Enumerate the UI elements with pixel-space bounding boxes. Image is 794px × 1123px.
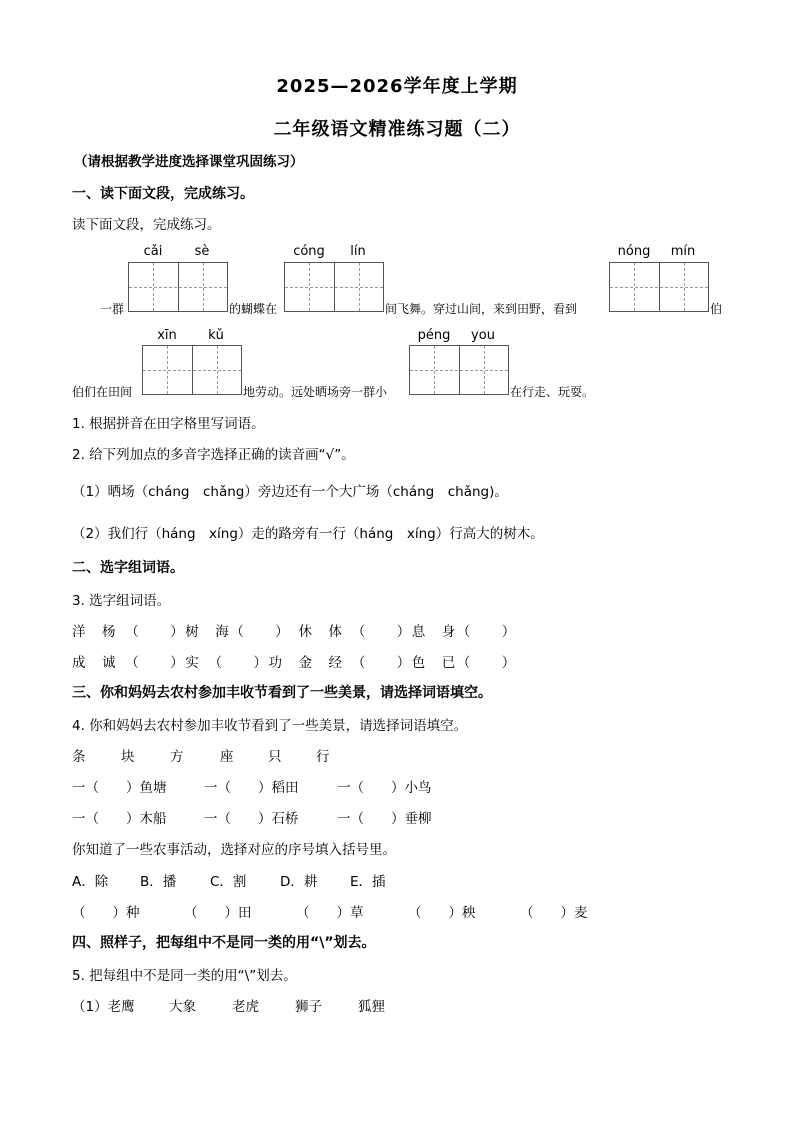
page-subtitle: 二年级语文精准练习题（二） [273,119,521,140]
section-4-heading: 四、照样子，把每组中不是同一类的用“\”划去。 [72,935,376,951]
measure-word: 座 [220,749,234,765]
section-3-heading: 三、你和妈妈去农村参加丰收节看到了一些美景，请选择词语填空。 [72,685,492,701]
option-label: E．插 [350,874,386,890]
passage-text: 一群 [100,302,125,316]
activity-blank: （ ）秧 [408,905,476,921]
group-item: 狐狸 [358,999,385,1015]
fill-blank-item: 一（ ）稻田 [204,780,299,796]
activity-blank: （ ）田 [184,905,252,921]
fill-blank-item: 一（ ）垂柳 [337,811,432,827]
passage-text: 间飞舞。穿过山间，来到田野，看到 [385,302,578,316]
pinyin-label: nóng [617,244,651,259]
question-2: 2. 给下列加点的多音字选择正确的读音画“√”。 [72,447,355,463]
page-title: 2025—2026学年度上学期 [276,76,518,97]
option-label: A．除 [72,874,109,890]
tianzige-grid[interactable] [609,262,709,312]
fill-blank-item: 一（ ）小鸟 [337,780,432,796]
measure-word: 只 [268,749,282,765]
passage-text: 伯 [710,302,723,316]
activity-blank: （ ）草 [296,905,364,921]
pinyin-label: sè [194,244,210,259]
question-4: 4. 你和妈妈去农村参加丰收节看到了一些美景，请选择词语填空。 [72,718,468,734]
fill-blank-item: 一（ ）木船 [72,811,167,827]
page-note: （请根据教学进度选择课堂巩固练习） [74,154,304,170]
option-label: C．割 [210,874,247,890]
activity-blank: （ ）种 [72,905,140,921]
tianzige-grid[interactable] [142,345,242,395]
pinyin-label: cóng [293,244,325,259]
tianzige-grid[interactable] [284,262,384,312]
pinyin-label: mín [670,244,696,259]
passage-text: 地劳动。远处晒场旁一群小 [243,385,388,399]
pinyin-label: you [471,328,495,343]
passage-text: 在行走、玩耍。 [510,385,595,399]
pinyin-label: lín [350,244,366,259]
group-item: 大象 [169,999,196,1015]
question-2-item-1: （1）晒场（cháng chǎng）旁边还有一个大广场（cháng chǎng)。 [72,484,508,500]
pinyin-label: cǎi [143,244,163,259]
section-1-heading: 一、读下面文段，完成练习。 [72,186,254,202]
pinyin-label: péng [417,328,451,343]
option-label: D．耕 [280,874,318,890]
tianzige-grid[interactable] [128,262,228,312]
question-5: 5. 把每组中不是同一类的用“\”划去。 [72,968,297,984]
word-choice-row: 成 诚 （ ）实 （ ）功 金 经 （ ）色 已（ ） [72,655,517,671]
word-choice-row: 洋 杨 （ ）树 海（ ） 休 体 （ ）息 身（ ） [72,624,517,640]
group-label: （1）老鹰 [72,999,135,1015]
pinyin-label: xīn [157,328,177,343]
measure-word: 块 [121,749,135,765]
fill-blank-item: 一（ ）石桥 [204,811,299,827]
section-2-heading: 二、选字组词语。 [72,560,184,576]
question-1: 1. 根据拼音在田字格里写词语。 [72,416,265,432]
measure-word: 行 [316,749,330,765]
group-item: 老虎 [232,999,259,1015]
passage-text: 伯们在田间 [72,385,133,399]
question-3: 3. 选字组词语。 [72,593,171,609]
measure-word: 方 [170,749,184,765]
activity-blank: （ ）麦 [520,905,588,921]
pinyin-label: kǔ [208,328,224,343]
question-2-item-2: （2）我们行（háng xíng）走的路旁有一行（háng xíng）行高大的树木。 [72,526,544,542]
tianzige-grid[interactable] [409,345,509,395]
option-label: B．播 [140,874,177,890]
fill-blank-item: 一（ ）鱼塘 [72,780,167,796]
passage-text: 的蝴蝶在 [229,302,278,316]
section-1-intro: 读下面文段，完成练习。 [72,217,221,233]
group-item: 狮子 [295,999,322,1015]
measure-word: 条 [72,749,86,765]
farm-activity-intro: 你知道了一些农事活动，选择对应的序号填入括号里。 [72,842,396,858]
